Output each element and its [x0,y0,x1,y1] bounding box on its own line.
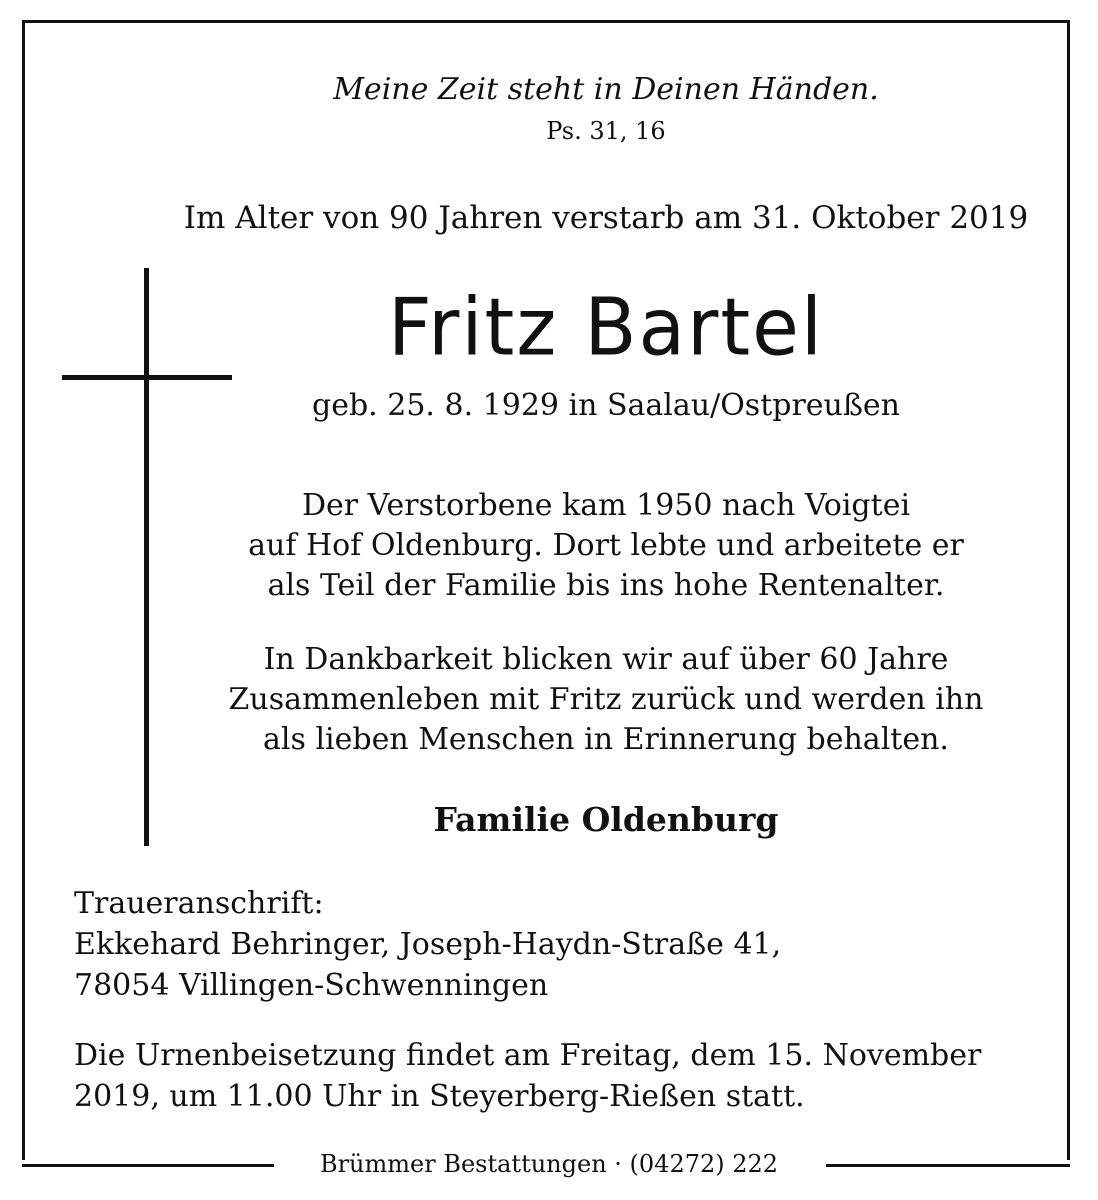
paragraph-life [57,486,1098,606]
undertaker-info: Brümmer Bestattungen · (04272) 222 [319,1150,779,1178]
age-line: Im Alter von 90 Jahren verstarb am 31. Oktober 2019 [183,200,1029,236]
motto-reference: Ps. 31, 16 [546,117,666,145]
paragraph-line: Der Verstorbene kam 1950 nach Voigtei [301,488,911,523]
signature: Familie Oldenburg [433,800,779,839]
address-line: Ekkehard Behringer, Joseph-Haydn-Straße 41, [74,927,782,962]
paragraph-line: als lieben Menschen in Erinnerung behalten. [263,722,949,757]
address-label: Traueranschrift: [74,886,324,921]
urn-burial-info [74,1035,981,1117]
urn-line: 2019, um 11.00 Uhr in Steyerberg-Rießen statt. [74,1079,805,1114]
paragraph-line: als Teil der Familie bis ins hohe Rentenalter. [267,568,945,603]
deceased-name: Fritz Bartel [387,279,825,374]
footer [0,1150,1098,1178]
paragraph-gratitude [57,640,1098,760]
paragraph-line: auf Hof Oldenburg. Dort lebte und arbeitete er [248,528,964,563]
cross-beam [62,375,232,380]
motto: Meine Zeit steht in Deinen Händen. [333,72,879,107]
paragraph-line: Zusammenleben mit Fritz zurück und werden ihn [228,682,984,717]
mourning-address [74,883,781,1006]
urn-line: Die Urnenbeisetzung findet am Freitag, dem 15. November [74,1038,982,1073]
paragraph-line: In Dankbarkeit blicken wir auf über 60 Jahre [263,642,949,677]
birth-info: geb. 25. 8. 1929 in Saalau/Ostpreußen [312,388,900,423]
address-line: 78054 Villingen-Schwenningen [74,968,549,1003]
